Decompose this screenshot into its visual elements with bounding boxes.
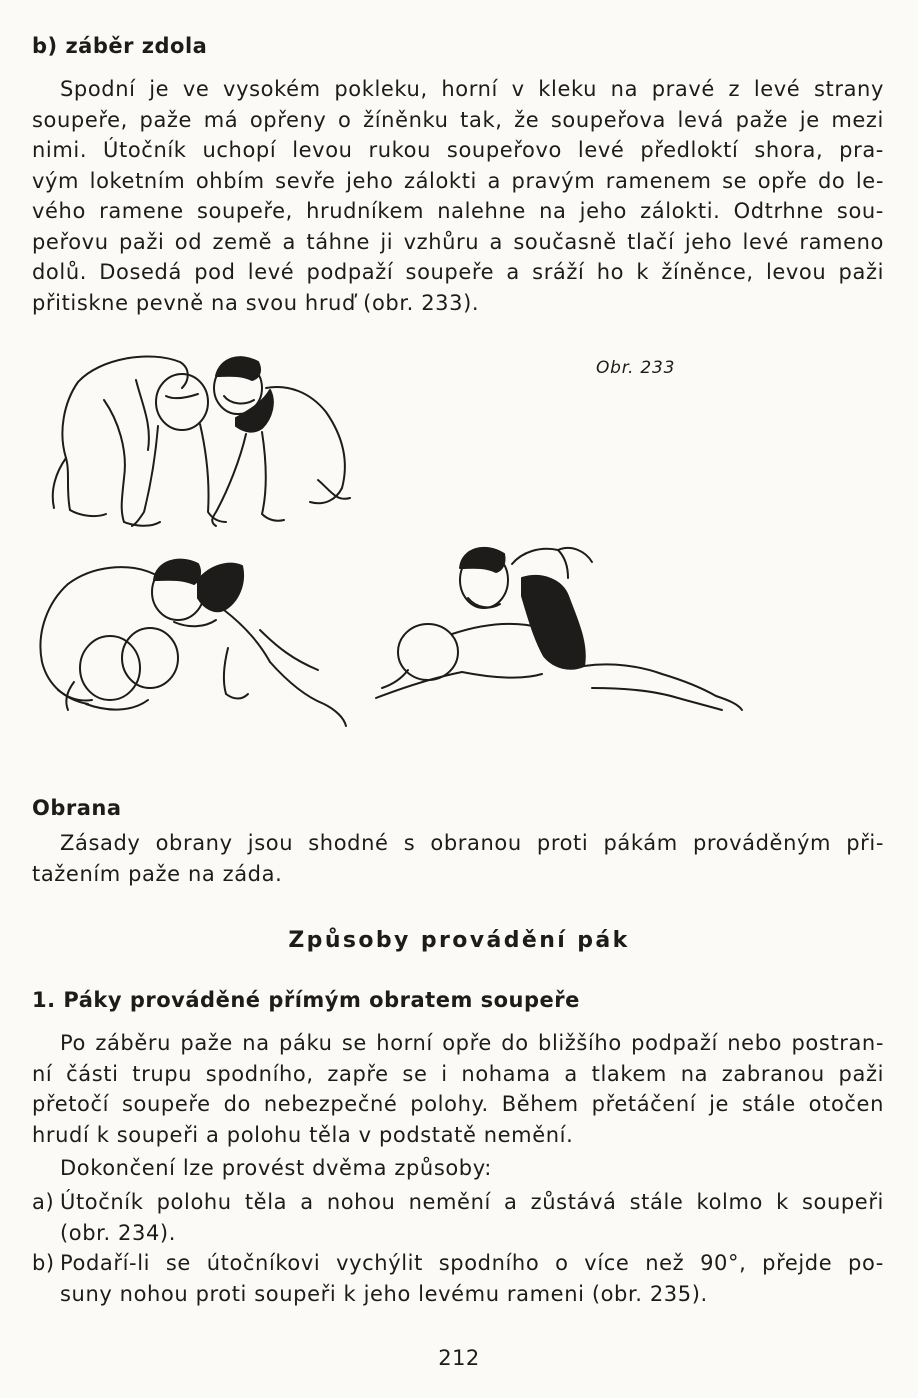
text-line: přitiskne pevně na svou hruď (obr. 233). [32,290,480,315]
text-line: (obr. 234). [60,1220,176,1245]
defense-paragraph [32,828,884,889]
section-title: Způsoby provádění pák [288,928,630,953]
text-line: peřovu paži od země a táhne ji vzhůru a současně tlačí jeho levé rameno [32,229,884,254]
text-line: tažením paže na záda. [32,861,283,886]
text-line: Zásady obrany jsou shodné s obranou proti pákám prováděným při- [60,831,884,855]
text-line: přetočí soupeře do nebezpečné polohy. Během přetáčení je stále otočen [32,1092,884,1116]
text-line: Po záběru paže na páku se horní opře do bližšího podpaží nebo postran- [60,1031,884,1055]
text-line: Podaří-li se útočníkovi vychýlit spodního o více než 90°, přejde po- [60,1251,884,1275]
wrestlers-illustration-bottom-left [28,540,368,730]
list-item [32,1187,884,1248]
page-number: 212 [438,1346,480,1370]
text-line: ní části trupu spodního, zapře se i nohama a tlakem na zabranou paži [32,1061,884,1086]
text-line: Dokončení lze provést dvěma způsoby: [60,1156,492,1180]
figure-caption: Obr. 233 [596,358,676,378]
section-b-paragraph [32,74,884,318]
options-intro [32,1153,884,1184]
section-b-heading: b) záběr zdola [32,34,208,58]
list-item-label: a) [32,1190,55,1214]
text-line: vého ramene soupeře, hrudníkem nalehne na jeho zálokti. Odtrhne sou- [32,199,884,223]
text-line: soupeře, paže má opřeny o žíněnku tak, že soupeřova levá paže je mezi [32,107,884,132]
text-line: nimi. Útočník uchopí levou rukou soupeřovo levé předloktí shora, pra- [32,138,884,162]
text-line: suny nohou proti soupeři k jeho levému rameni (obr. 235). [60,1281,708,1306]
text-line: Spodní je ve vysokém pokleku, horní v kleku na pravé z levé strany [60,77,884,101]
text-line: dolů. Dosedá pod levé podpaží soupeře a sráží ho k žíněnce, levou paži [32,260,884,284]
text-line: Útočník polohu těla a nohou nemění a zůstává stále kolmo k soupeři [60,1190,884,1214]
wrestlers-illustration-bottom-right [372,538,762,718]
list-item [32,1248,884,1309]
text-line: hrudí k soupeři a polohu těla v podstatě nemění. [32,1122,574,1147]
list-item-label: b) [32,1251,55,1275]
subsection-paragraph [32,1028,884,1150]
subsection-heading: 1. Páky prováděné přímým obratem soupeře [32,988,580,1012]
wrestlers-illustration-top [40,340,360,540]
text-line: vým loketním ohbím sevře jeho zálokti a pravým ramenem se opře do le- [32,168,884,193]
defense-heading: Obrana [32,796,122,820]
